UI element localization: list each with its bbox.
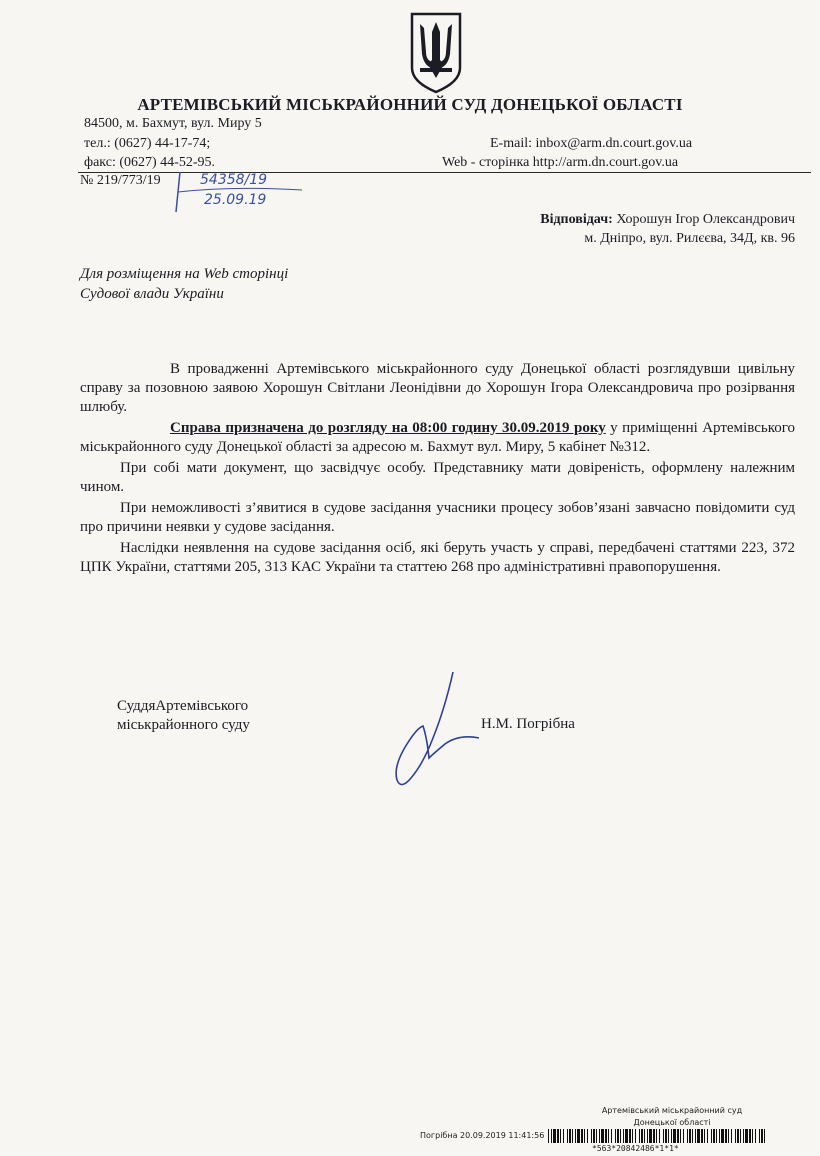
- paragraph-consequences: Наслідки неявлення на судове засідання осіб, які беруть участь у справі, передбачені статтями 223, 372 ЦПК України, статтями 205, 313 КАС України та статтею 268 про адміністративні правопорушення.: [80, 540, 795, 575]
- placement-note-line2: Судової влади України: [80, 286, 224, 302]
- recipient-address: м. Дніпро, вул. Рилєєва, 34Д, кв. 96: [584, 231, 795, 246]
- judge-signature-icon: [383, 668, 493, 793]
- court-website: Web - сторінка http://arm.dn.court.gov.ua: [442, 155, 679, 170]
- court-title: АРТЕМІВСЬКИЙ МІСЬКРАЙОННИЙ СУД ДОНЕЦЬКОЇ ОБЛАСТІ: [137, 95, 683, 114]
- placement-note-line1: Для розміщення на Web сторінці: [80, 266, 289, 282]
- court-fax: факс: (0627) 44-52-95.: [84, 155, 215, 170]
- court-phone: тел.: (0627) 44-17-74;: [84, 136, 211, 151]
- recipient-line: [540, 212, 795, 228]
- handwritten-registration-date: 25.09.19: [204, 192, 267, 208]
- hearing-date-emphasis: Справа призначена до розгляду на 08:00 годину 30.09.2019 року: [170, 420, 606, 436]
- court-email: E-mail: inbox@arm.dn.court.gov.ua: [490, 136, 693, 151]
- paragraph-case-description: В провадженні Артемівського міськрайонного суду Донецької області розглядувши цивільну справу за позовною заявою Хорошун Світлани Леонідівни до Хорошун Ігора Олександровича про розірвання шлюбу.: [80, 361, 795, 415]
- judge-title: [117, 697, 250, 735]
- judge-title-line1: СуддяАртемівського: [117, 698, 249, 714]
- court-address: 84500, м. Бахмут, вул. Миру 5: [84, 116, 262, 131]
- judge-name: Н.М. Погрібна: [481, 716, 575, 732]
- trident-emblem-icon: [408, 8, 464, 94]
- paragraph-notice-absence: При неможливості з’явитися в судове засідання учасники процесу зобов’язані завчасно повідомити суд про причини неявки у судове засідання.: [80, 500, 795, 535]
- recipient-label: Відповідач:: [540, 212, 613, 227]
- notice-body: [80, 360, 795, 579]
- barcode-text: *563*20842486*1*1*: [592, 1144, 679, 1153]
- handwritten-registration-number: 54358/19: [200, 172, 268, 188]
- outgoing-number: № 219/773/19: [80, 173, 161, 188]
- barcode-label: Погрібна 20.09.2019 11:41:56: [420, 1131, 545, 1140]
- judge-title-line2: міськрайонного суду: [117, 717, 250, 733]
- hearing-location: у приміщенні Артемівського міськрайонного суду Донецької області за адресою м. Бахмут вул. Миру, 5 кабінет №312.: [80, 420, 795, 455]
- footer-court-line1: Артемівський міськрайонний суд: [601, 1106, 743, 1115]
- paragraph-hearing: [80, 419, 795, 457]
- footer-court-line2: Донецької області: [633, 1118, 711, 1127]
- recipient-name: Хорошун Ігор Олександрович: [616, 212, 795, 227]
- paragraph-documents: При собі мати документ, що засвідчує особу. Представнику мати довіреність, оформлену належним чином.: [80, 460, 795, 495]
- barcode-icon: [548, 1129, 768, 1143]
